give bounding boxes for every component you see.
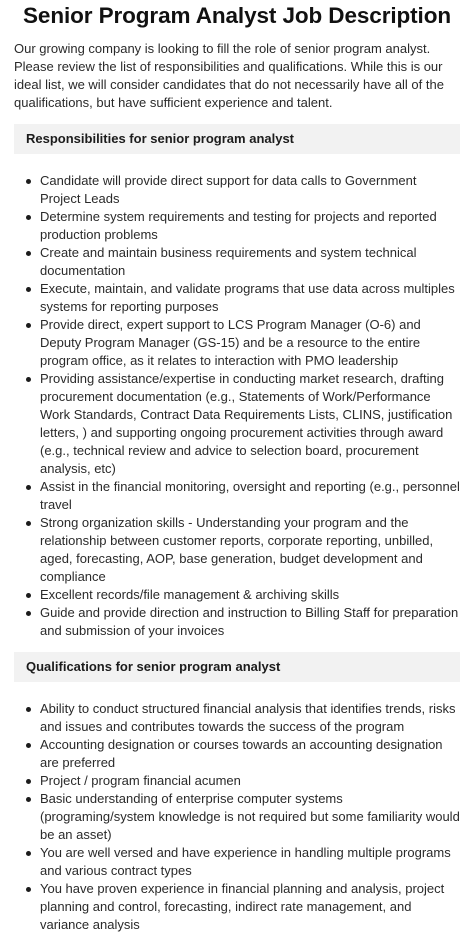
bullet-icon — [26, 287, 31, 292]
list-item — [26, 172, 460, 208]
list-item-text: Determine system requirements and testing for projects and reported production problems — [40, 209, 437, 242]
list-item-text: Excellent records/file management & archiving skills — [40, 587, 340, 602]
list-item-text: Assist in the financial monitoring, oversight and reporting (e.g., personnel travel — [40, 479, 460, 512]
intro-paragraph: Our growing company is looking to fill the role of senior program analyst. Please review the list of responsibilities and qualifications. While this is our ideal list, we will consider candidates that do not necessarily have all of the qualifications, but have sufficient experience and talent. — [14, 41, 444, 110]
bullet-icon — [26, 707, 31, 712]
list-item — [26, 280, 460, 316]
page-title: Senior Program Analyst Job Description — [23, 3, 451, 28]
list-item-text: Provide direct, expert support to LCS Program Manager (O-6) and Deputy Program Manager (GS-15) and be a resource to the entire program office, as it relates to interaction with PMO leadership — [40, 317, 421, 368]
list-item — [26, 208, 460, 244]
qualifications-heading: Qualifications for senior program analyst — [14, 652, 460, 682]
bullet-icon — [26, 323, 31, 328]
bullet-icon — [26, 521, 31, 526]
list-item — [26, 370, 460, 478]
list-item — [26, 604, 460, 640]
bullet-icon — [26, 887, 31, 892]
bullet-icon — [26, 851, 31, 856]
list-item-text: Basic understanding of enterprise computer systems (programing/system knowledge is not required but some familiarity would be an asset) — [40, 791, 460, 842]
qualifications-list — [14, 700, 460, 934]
bullet-icon — [26, 797, 31, 802]
bullet-icon — [26, 779, 31, 784]
list-item-text: Execute, maintain, and validate programs that use data across multiples systems for reporting purposes — [40, 281, 455, 314]
list-item — [26, 736, 460, 772]
list-item-text: Candidate will provide direct support for data calls to Government Project Leads — [40, 173, 417, 206]
responsibilities-heading: Responsibilities for senior program analyst — [14, 124, 460, 154]
list-item — [26, 880, 460, 934]
list-item-text: Create and maintain business requirements and system technical documentation — [40, 245, 417, 278]
list-item — [26, 586, 460, 604]
list-item-text: Providing assistance/expertise in conducting market research, drafting procurement documentation (e.g., Statements of Work/Performance Work Standards, Contract Data Requirements Lists, CLINS, justification letters, ) and supporting ongoing procurement activities through award (e.g., technical review and advice to selection board, procurement analysis, etc) — [40, 371, 453, 476]
list-item-text: You have proven experience in financial planning and analysis, project planning and control, forecasting, indirect rate management, and variance analysis — [40, 881, 445, 932]
bullet-icon — [26, 743, 31, 748]
list-item — [26, 790, 460, 844]
list-item-text: Ability to conduct structured financial analysis that identifies trends, risks and issues and contributes towards the success of the program — [40, 701, 456, 734]
list-item-text: Strong organization skills - Understanding your program and the relationship between customer reports, corporate reporting, unbilled, aged, forecasting, AOP, base generation, budget development and compliance — [40, 515, 434, 584]
bullet-icon — [26, 485, 31, 490]
bullet-icon — [26, 179, 31, 184]
list-item — [26, 772, 460, 790]
bullet-icon — [26, 251, 31, 256]
bullet-icon — [26, 593, 31, 598]
list-item-text: Accounting designation or courses towards an accounting designation are preferred — [40, 737, 443, 770]
bullet-icon — [26, 377, 31, 382]
list-item — [26, 478, 460, 514]
list-item-text: You are well versed and have experience in handling multiple programs and various contract types — [40, 845, 451, 878]
list-item — [26, 316, 460, 370]
list-item — [26, 700, 460, 736]
bullet-icon — [26, 215, 31, 220]
list-item — [26, 844, 460, 880]
responsibilities-list — [14, 172, 460, 640]
list-item-text: Project / program financial acumen — [40, 773, 241, 788]
list-item-text: Guide and provide direction and instruction to Billing Staff for preparation and submission of your invoices — [40, 605, 459, 638]
list-item — [26, 514, 460, 586]
bullet-icon — [26, 611, 31, 616]
list-item — [26, 244, 460, 280]
